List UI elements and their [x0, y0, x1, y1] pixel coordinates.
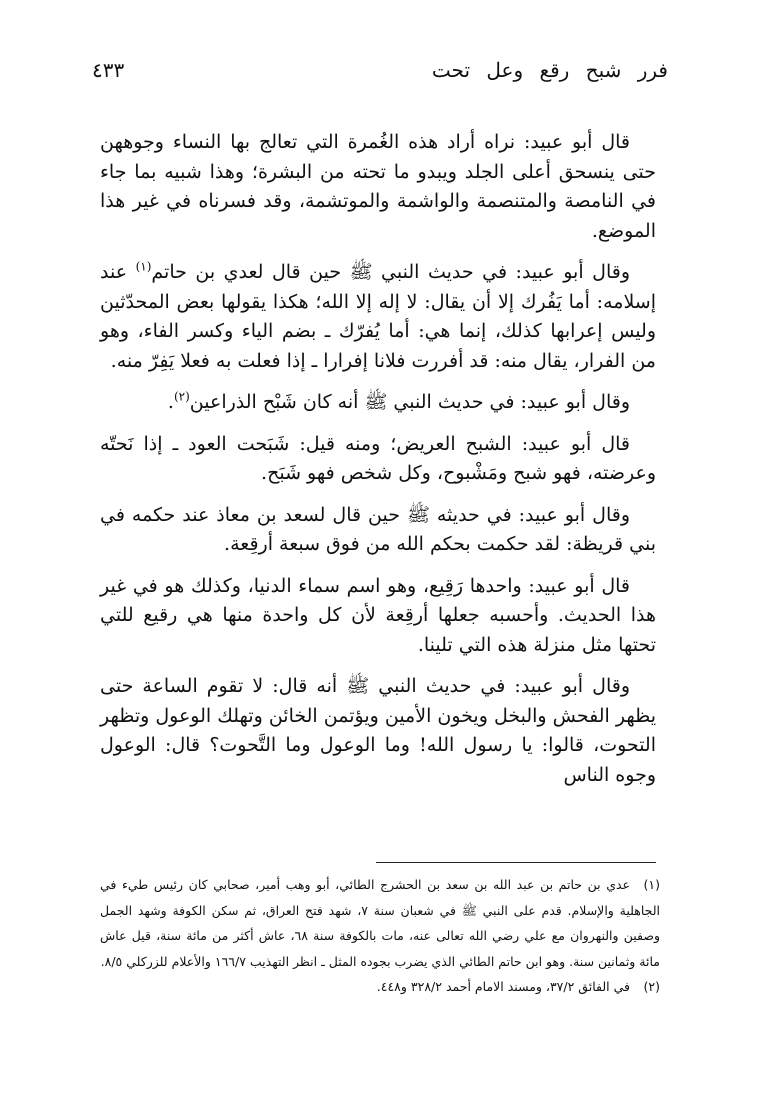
header-title: فرر شبح رقع وعل تحت — [431, 58, 668, 82]
main-text — [100, 128, 656, 802]
paragraph-7-text: وقال أبو عبيد: في حديث النبي ﷺ أنه قال: لا تقوم الساعة حتى يظهر الفحش والبخل ويخون الأمين ويؤتمن الخائن وتهلك الوعول وتظهر التحوت، قالوا: يا رسول الله! وما الوعول وما التَّحوت؟ قال: الوعول وجوه الناس — [100, 675, 656, 786]
footnote-ref-1: (١) — [135, 259, 152, 274]
footnote-1 — [100, 872, 660, 974]
paragraph-4-text: قال أبو عبيد: الشبح العريض؛ ومنه قيل: شَبَحت العود ـ إذا نَحتّه وعرضته، فهو شبح ومَشْبوح، وكل شخص فهو شَبَح. — [100, 432, 656, 484]
paragraph-6 — [100, 572, 656, 661]
paragraph-2-text-a: وقال أبو عبيد: في حديث النبي ﷺ حين قال لعدي بن حاتم — [151, 261, 630, 283]
paragraph-5 — [100, 501, 656, 560]
footnote-2-number: (٢) — [643, 979, 660, 994]
running-header — [92, 58, 668, 92]
footnote-divider — [376, 862, 656, 863]
paragraph-5-text: وقال أبو عبيد: في حديثه ﷺ حين قال لسعد بن معاذ عند حكمه في بني قريظة: لقد حكمت بحكم الله من فوق سبعة أرقِعة. — [100, 503, 656, 555]
footnote-1-text: عدي بن حاتم بن عبد الله بن سعد بن الحشرج الطائي، أبو وهب أمير، صحابي كان رئيس طيء في الجاهلية والإسلام. قدم على النبي ﷺ في شعبان سنة ٧، شهد فتح العراق، ثم سكن الكوفة وشهد الجمل وصفين والنهروان مع علي رضي الله تعالى عنه، مات بالكوفة سنة ٦٨، عاش أكثر من مائة سنة، قيل عاش مائة وثمانين سنة. وهو ابن حاتم الطائي الذي يضرب بجوده المثل ـ انظر التهذيب ١٦٦/٧ والأعلام للزركلي ٨/٥. — [100, 877, 660, 969]
paragraph-3-text-b: . — [167, 391, 174, 413]
footnote-ref-2: (٢) — [173, 389, 190, 404]
paragraph-2-text-b: عند إسلامه: أما يَفُرك إلا أن يقال: لا إله إلا الله؛ هكذا يقولها بعض المحدّثين وليس إعرابها كذلك، إنما هي: أما يُفرّك ـ بضم الياء وكسر الفاء، وهو من الفرار، يقال منه: قد أفررت فلانا إفرارا ـ إذا فعلت به فعلا يَفِرّ منه. — [100, 261, 656, 372]
footnote-2 — [100, 974, 660, 1000]
paragraph-1-text: قال أبو عبيد: نراه أراد هذه الغُمرة التي تعالج بها النساء وجوههن حتى ينسحق أعلى الجلد ويبدو ما تحته من البشرة؛ وهذا شبيه بما جاء في النامصة والمتنصمة والواشمة والموتشمة، وقد فسرناه في غير هذا الموضع. — [100, 131, 656, 242]
footnote-2-text: في الفائق ٣٧/٢، ومسند الامام أحمد ٣٢٨/٢ و٤٤٨. — [376, 979, 630, 994]
page-number: ٤٣٣ — [92, 58, 125, 82]
paragraph-6-text: قال أبو عبيد: واحدها رَقِيع، وهو اسم سماء الدنيا، وكذلك هو في غير هذا الحديث. وأحسبه جعلها أرقِعة لأن كل واحدة منها هي رقيع للتي تحتها مثل منزلة هذه التي تلينا. — [100, 574, 656, 656]
footnotes — [100, 872, 660, 1000]
paragraph-1 — [100, 128, 656, 246]
paragraph-7 — [100, 672, 656, 790]
footnote-1-number: (١) — [643, 877, 660, 892]
paragraph-3 — [100, 388, 656, 418]
paragraph-2 — [100, 258, 656, 376]
paragraph-3-text-a: وقال أبو عبيد: في حديث النبي ﷺ أنه كان شَبْح الذراعين — [189, 391, 630, 413]
paragraph-4 — [100, 430, 656, 489]
